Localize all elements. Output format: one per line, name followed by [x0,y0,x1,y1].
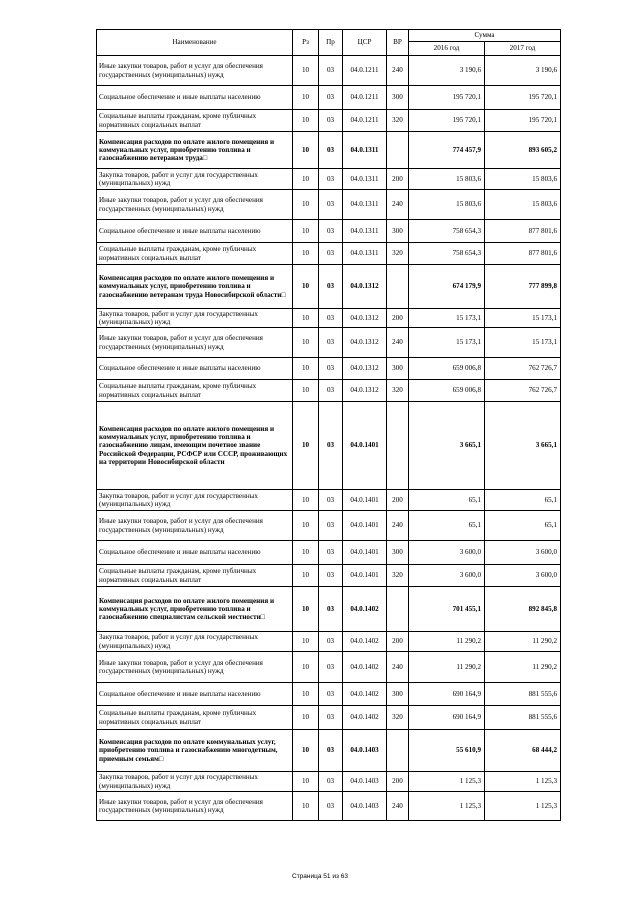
header-vr: ВР [387,30,409,56]
table-row [97,792,561,821]
cell-vr: 200 [387,772,409,792]
cell-csr: 04.0.1402 [343,632,387,652]
cell-csr: 04.0.1403 [343,792,387,821]
cell-vr: 200 [387,169,409,190]
cell-rz: 10 [293,243,319,265]
cell-csr: 04.0.1311 [343,132,387,169]
table-row [97,56,561,86]
cell-rz: 10 [293,632,319,652]
cell-name: Иные закупки товаров, работ и услуг для обеспечения государственных (муниципальных) нужд [97,190,293,220]
cell-csr: 04.0.1311 [343,243,387,265]
cell-pr: 03 [319,792,343,821]
cell-v2017: 3 600,0 [485,565,561,587]
cell-csr: 04.0.1312 [343,328,387,358]
cell-csr: 04.0.1311 [343,169,387,190]
cell-vr [387,587,409,632]
cell-name: Закупка товаров, работ и услуг для государственных (муниципальных) нужд [97,632,293,652]
table-row [97,243,561,265]
cell-name: Иные закупки товаров, работ и услуг для обеспечения государственных (муниципальных) нужд [97,652,293,683]
cell-vr [387,265,409,309]
cell-name: Иные закупки товаров, работ и услуг для обеспечения государственных (муниципальных) нужд [97,511,293,541]
cell-vr: 200 [387,632,409,652]
cell-v2017: 881 555,6 [485,683,561,706]
cell-vr: 240 [387,56,409,86]
cell-csr: 04.0.1312 [343,380,387,402]
cell-v2017: 762 726,7 [485,358,561,380]
cell-rz: 10 [293,683,319,706]
table-row [97,730,561,772]
cell-v2017: 195 720,1 [485,110,561,132]
cell-vr [387,730,409,772]
cell-rz: 10 [293,772,319,792]
cell-v2017: 777 899,8 [485,265,561,309]
cell-v2017: 1 125,3 [485,772,561,792]
table-row [97,132,561,169]
cell-v2017: 3 665,1 [485,402,561,490]
cell-name: Социальное обеспечение и иные выплаты населению [97,220,293,243]
cell-v2017: 65,1 [485,490,561,511]
table-row [97,309,561,328]
cell-name: Закупка товаров, работ и услуг для государственных (муниципальных) нужд [97,169,293,190]
header-csr: ЦСР [343,30,387,56]
cell-pr: 03 [319,490,343,511]
cell-v2016: 11 290,2 [409,652,485,683]
cell-v2016: 15 173,1 [409,328,485,358]
cell-v2016: 195 720,1 [409,110,485,132]
cell-vr: 320 [387,380,409,402]
cell-v2017: 15 173,1 [485,328,561,358]
cell-v2016: 1 125,3 [409,792,485,821]
cell-vr: 320 [387,565,409,587]
cell-rz: 10 [293,730,319,772]
cell-csr: 04.0.1211 [343,110,387,132]
cell-v2016: 758 654,3 [409,243,485,265]
cell-csr: 04.0.1311 [343,190,387,220]
cell-vr: 240 [387,792,409,821]
cell-name: Закупка товаров, работ и услуг для государственных (муниципальных) нужд [97,772,293,792]
cell-csr: 04.0.1403 [343,730,387,772]
cell-v2016: 65,1 [409,511,485,541]
cell-vr: 300 [387,541,409,565]
cell-rz: 10 [293,706,319,730]
cell-name: Закупка товаров, работ и услуг для государственных (муниципальных) нужд [97,309,293,328]
table-row [97,358,561,380]
cell-v2017: 65,1 [485,511,561,541]
cell-v2017: 68 444,2 [485,730,561,772]
cell-v2016: 15 803,6 [409,169,485,190]
cell-v2016: 3 600,0 [409,541,485,565]
cell-v2017: 15 803,6 [485,169,561,190]
cell-v2016: 1 125,3 [409,772,485,792]
cell-rz: 10 [293,380,319,402]
cell-pr: 03 [319,730,343,772]
table-body [97,56,561,821]
cell-vr: 320 [387,110,409,132]
cell-v2017: 3 190,6 [485,56,561,86]
header-sum: Сумма [409,30,561,42]
header-pr: Пр [319,30,343,56]
cell-rz: 10 [293,328,319,358]
cell-name: Закупка товаров, работ и услуг для государственных (муниципальных) нужд [97,490,293,511]
table-row [97,380,561,402]
cell-rz: 10 [293,265,319,309]
cell-v2017: 3 600,0 [485,541,561,565]
cell-csr: 04.0.1312 [343,265,387,309]
table-row [97,587,561,632]
cell-pr: 03 [319,683,343,706]
cell-rz: 10 [293,792,319,821]
cell-name: Иные закупки товаров, работ и услуг для обеспечения государственных (муниципальных) нужд [97,328,293,358]
header-name: Наименование [97,30,293,56]
header-2017: 2017 год [485,42,561,56]
cell-v2016: 690 164,9 [409,683,485,706]
cell-v2016: 758 654,3 [409,220,485,243]
table-row [97,565,561,587]
cell-pr: 03 [319,220,343,243]
cell-v2016: 55 610,9 [409,730,485,772]
cell-v2016: 195 720,1 [409,86,485,110]
cell-vr: 300 [387,86,409,110]
header-rz: Рз [293,30,319,56]
cell-vr: 240 [387,328,409,358]
cell-v2016: 11 290,2 [409,632,485,652]
cell-csr: 04.0.1401 [343,565,387,587]
cell-rz: 10 [293,511,319,541]
cell-v2016: 774 457,9 [409,132,485,169]
cell-rz: 10 [293,190,319,220]
cell-name: Иные закупки товаров, работ и услуг для обеспечения государственных (муниципальных) нужд [97,56,293,86]
cell-v2017: 11 290,2 [485,632,561,652]
header-2016: 2016 год [409,42,485,56]
cell-vr: 300 [387,220,409,243]
table-row [97,632,561,652]
cell-v2017: 877 801,6 [485,220,561,243]
cell-pr: 03 [319,565,343,587]
cell-rz: 10 [293,220,319,243]
table-row [97,772,561,792]
cell-vr: 320 [387,706,409,730]
table-row [97,490,561,511]
cell-pr: 03 [319,358,343,380]
cell-name: Социальное обеспечение и иные выплаты населению [97,541,293,565]
table-row [97,402,561,490]
table-row [97,190,561,220]
cell-vr: 240 [387,652,409,683]
cell-v2017: 11 290,2 [485,652,561,683]
cell-v2016: 65,1 [409,490,485,511]
cell-rz: 10 [293,587,319,632]
cell-pr: 03 [319,706,343,730]
cell-v2016: 15 173,1 [409,309,485,328]
cell-v2016: 15 803,6 [409,190,485,220]
cell-rz: 10 [293,652,319,683]
cell-v2017: 195 720,1 [485,86,561,110]
table-row [97,683,561,706]
cell-v2016: 3 665,1 [409,402,485,490]
cell-v2017: 892 845,8 [485,587,561,632]
cell-name: Социальное обеспечение и иные выплаты населению [97,683,293,706]
cell-rz: 10 [293,309,319,328]
cell-rz: 10 [293,358,319,380]
cell-pr: 03 [319,110,343,132]
cell-pr: 03 [319,86,343,110]
cell-rz: 10 [293,565,319,587]
table-row [97,110,561,132]
cell-v2016: 3 190,6 [409,56,485,86]
cell-csr: 04.0.1401 [343,541,387,565]
cell-csr: 04.0.1402 [343,652,387,683]
cell-name: Иные закупки товаров, работ и услуг для обеспечения государственных (муниципальных) нужд [97,792,293,821]
cell-csr: 04.0.1401 [343,490,387,511]
cell-vr: 320 [387,243,409,265]
cell-v2017: 15 803,6 [485,190,561,220]
cell-name: Социальные выплаты гражданам, кроме публичных нормативных социальных выплат [97,243,293,265]
cell-csr: 04.0.1401 [343,511,387,541]
table-row [97,511,561,541]
cell-rz: 10 [293,110,319,132]
cell-name: Компенсация расходов по оплате жилого помещения и коммунальных услуг, приобретению топлива и газоснабжению ветеранам труда Новосибирской области□ [97,265,293,309]
cell-rz: 10 [293,56,319,86]
cell-v2017: 893 605,2 [485,132,561,169]
cell-csr: 04.0.1311 [343,220,387,243]
cell-csr: 04.0.1312 [343,358,387,380]
cell-csr: 04.0.1211 [343,56,387,86]
cell-pr: 03 [319,309,343,328]
cell-pr: 03 [319,402,343,490]
table-row [97,86,561,110]
cell-pr: 03 [319,511,343,541]
table-row [97,265,561,309]
cell-csr: 04.0.1402 [343,706,387,730]
cell-v2016: 690 164,9 [409,706,485,730]
cell-csr: 04.0.1403 [343,772,387,792]
cell-vr: 300 [387,683,409,706]
cell-vr [387,132,409,169]
cell-vr: 240 [387,190,409,220]
cell-name: Социальные выплаты гражданам, кроме публичных нормативных социальных выплат [97,110,293,132]
cell-csr: 04.0.1312 [343,309,387,328]
table-row [97,220,561,243]
cell-csr: 04.0.1401 [343,402,387,490]
cell-v2016: 3 600,0 [409,565,485,587]
cell-pr: 03 [319,772,343,792]
cell-vr: 200 [387,490,409,511]
cell-vr: 200 [387,309,409,328]
cell-pr: 03 [319,328,343,358]
cell-rz: 10 [293,86,319,110]
cell-name: Компенсация расходов по оплате коммунальных услуг, приобретению топлива и газоснабжению многодетным, приемным семьям□ [97,730,293,772]
cell-name: Социальное обеспечение и иные выплаты населению [97,86,293,110]
table-row [97,328,561,358]
cell-rz: 10 [293,402,319,490]
table-row [97,652,561,683]
cell-rz: 10 [293,541,319,565]
cell-pr: 03 [319,652,343,683]
cell-pr: 03 [319,243,343,265]
budget-table [96,29,561,821]
cell-csr: 04.0.1211 [343,86,387,110]
cell-v2016: 701 455,1 [409,587,485,632]
cell-rz: 10 [293,490,319,511]
cell-vr: 240 [387,511,409,541]
cell-name: Социальные выплаты гражданам, кроме публичных нормативных социальных выплат [97,565,293,587]
cell-vr [387,402,409,490]
cell-v2017: 877 801,6 [485,243,561,265]
page-footer: Страница 51 из 63 [292,873,348,880]
cell-pr: 03 [319,380,343,402]
cell-name: Социальные выплаты гражданам, кроме публичных нормативных социальных выплат [97,380,293,402]
cell-csr: 04.0.1402 [343,683,387,706]
table-row [97,169,561,190]
cell-v2016: 659 006,8 [409,358,485,380]
cell-pr: 03 [319,169,343,190]
cell-name: Компенсация расходов по оплате жилого помещения и коммунальных услуг, приобретению топлива и газоснабжению ветеранам труда□ [97,132,293,169]
cell-v2017: 1 125,3 [485,792,561,821]
cell-name: Компенсация расходов по оплате жилого помещения и коммунальных услуг, приобретению топлива и газоснабжению специалистам сельской местности□ [97,587,293,632]
cell-csr: 04.0.1402 [343,587,387,632]
cell-pr: 03 [319,190,343,220]
cell-rz: 10 [293,169,319,190]
cell-pr: 03 [319,632,343,652]
cell-vr: 300 [387,358,409,380]
table-header [97,30,561,56]
cell-v2017: 762 726,7 [485,380,561,402]
cell-pr: 03 [319,265,343,309]
cell-v2016: 674 179,9 [409,265,485,309]
cell-name: Социальное обеспечение и иные выплаты населению [97,358,293,380]
cell-pr: 03 [319,56,343,86]
cell-v2017: 15 173,1 [485,309,561,328]
cell-pr: 03 [319,132,343,169]
cell-name: Компенсация расходов по оплате жилого помещения и коммунальных услуг, приобретению топлива и газоснабжению лицам, имеющим почетное звание Российской Федерации, РСФСР или СССР, проживающих на территории Новосибирской области [97,402,293,490]
cell-rz: 10 [293,132,319,169]
cell-pr: 03 [319,541,343,565]
cell-v2017: 881 555,6 [485,706,561,730]
table-row [97,706,561,730]
cell-v2016: 659 006,8 [409,380,485,402]
cell-name: Социальные выплаты гражданам, кроме публичных нормативных социальных выплат [97,706,293,730]
cell-pr: 03 [319,587,343,632]
table-row [97,541,561,565]
